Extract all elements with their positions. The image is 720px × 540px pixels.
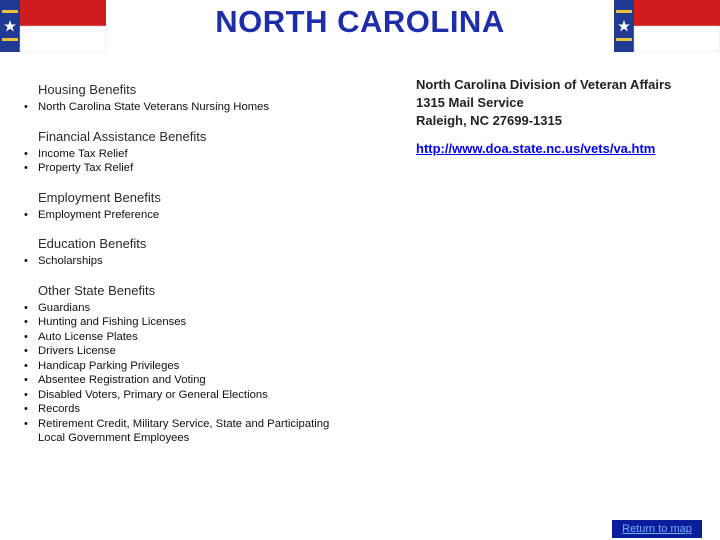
contact-org: North Carolina Division of Veteran Affairs bbox=[416, 77, 672, 92]
list-item: • Hunting and Fishing Licenses bbox=[24, 315, 354, 330]
contact-address-line2: Raleigh, NC 27699-1315 bbox=[416, 113, 562, 128]
item-list bbox=[24, 254, 354, 269]
section-heading: Other State Benefits bbox=[38, 282, 156, 298]
section-heading: Housing Benefits bbox=[38, 82, 137, 97]
list-item: • Employment Preference bbox=[24, 208, 354, 223]
benefits-column bbox=[24, 82, 354, 460]
benefit-section-housing bbox=[24, 82, 354, 115]
list-item: • Absentee Registration and Voting bbox=[24, 373, 354, 388]
list-item: • Disabled Voters, Primary or General Elections bbox=[24, 388, 354, 403]
section-heading: Employment Benefits bbox=[38, 189, 161, 205]
return-to-map-button[interactable]: Return to map bbox=[612, 520, 702, 538]
list-item: • Guardians bbox=[24, 301, 354, 316]
list-item: • North Carolina State Veterans Nursing Homes bbox=[24, 100, 354, 115]
list-item: • Drivers License bbox=[24, 344, 354, 359]
section-heading: Education Benefits bbox=[38, 236, 147, 251]
benefit-section-other bbox=[24, 283, 354, 446]
list-item: • Income Tax Relief bbox=[24, 147, 354, 162]
list-item: • Scholarships bbox=[24, 254, 354, 269]
list-item: • Auto License Plates bbox=[24, 330, 354, 345]
item-list bbox=[24, 301, 354, 446]
contact-block bbox=[416, 76, 706, 156]
item-list bbox=[24, 147, 354, 176]
item-list bbox=[24, 100, 354, 115]
item-list bbox=[24, 208, 354, 223]
list-item: • Records bbox=[24, 402, 354, 417]
list-item: • Retirement Credit, Military Service, State and Participating Local Government Employees bbox=[24, 417, 354, 446]
benefit-section-education bbox=[24, 236, 354, 269]
contact-address-line1: 1315 Mail Service bbox=[416, 95, 524, 110]
list-item: • Property Tax Relief bbox=[24, 161, 354, 176]
va-website-link[interactable]: http://www.doa.state.nc.us/vets/va.htm bbox=[416, 141, 656, 156]
page-title: NORTH CAROLINA bbox=[215, 4, 505, 39]
section-heading: Financial Assistance Benefits bbox=[38, 128, 207, 144]
list-item: • Handicap Parking Privileges bbox=[24, 359, 354, 374]
benefit-section-employment bbox=[24, 190, 354, 223]
benefit-section-financial bbox=[24, 129, 354, 176]
